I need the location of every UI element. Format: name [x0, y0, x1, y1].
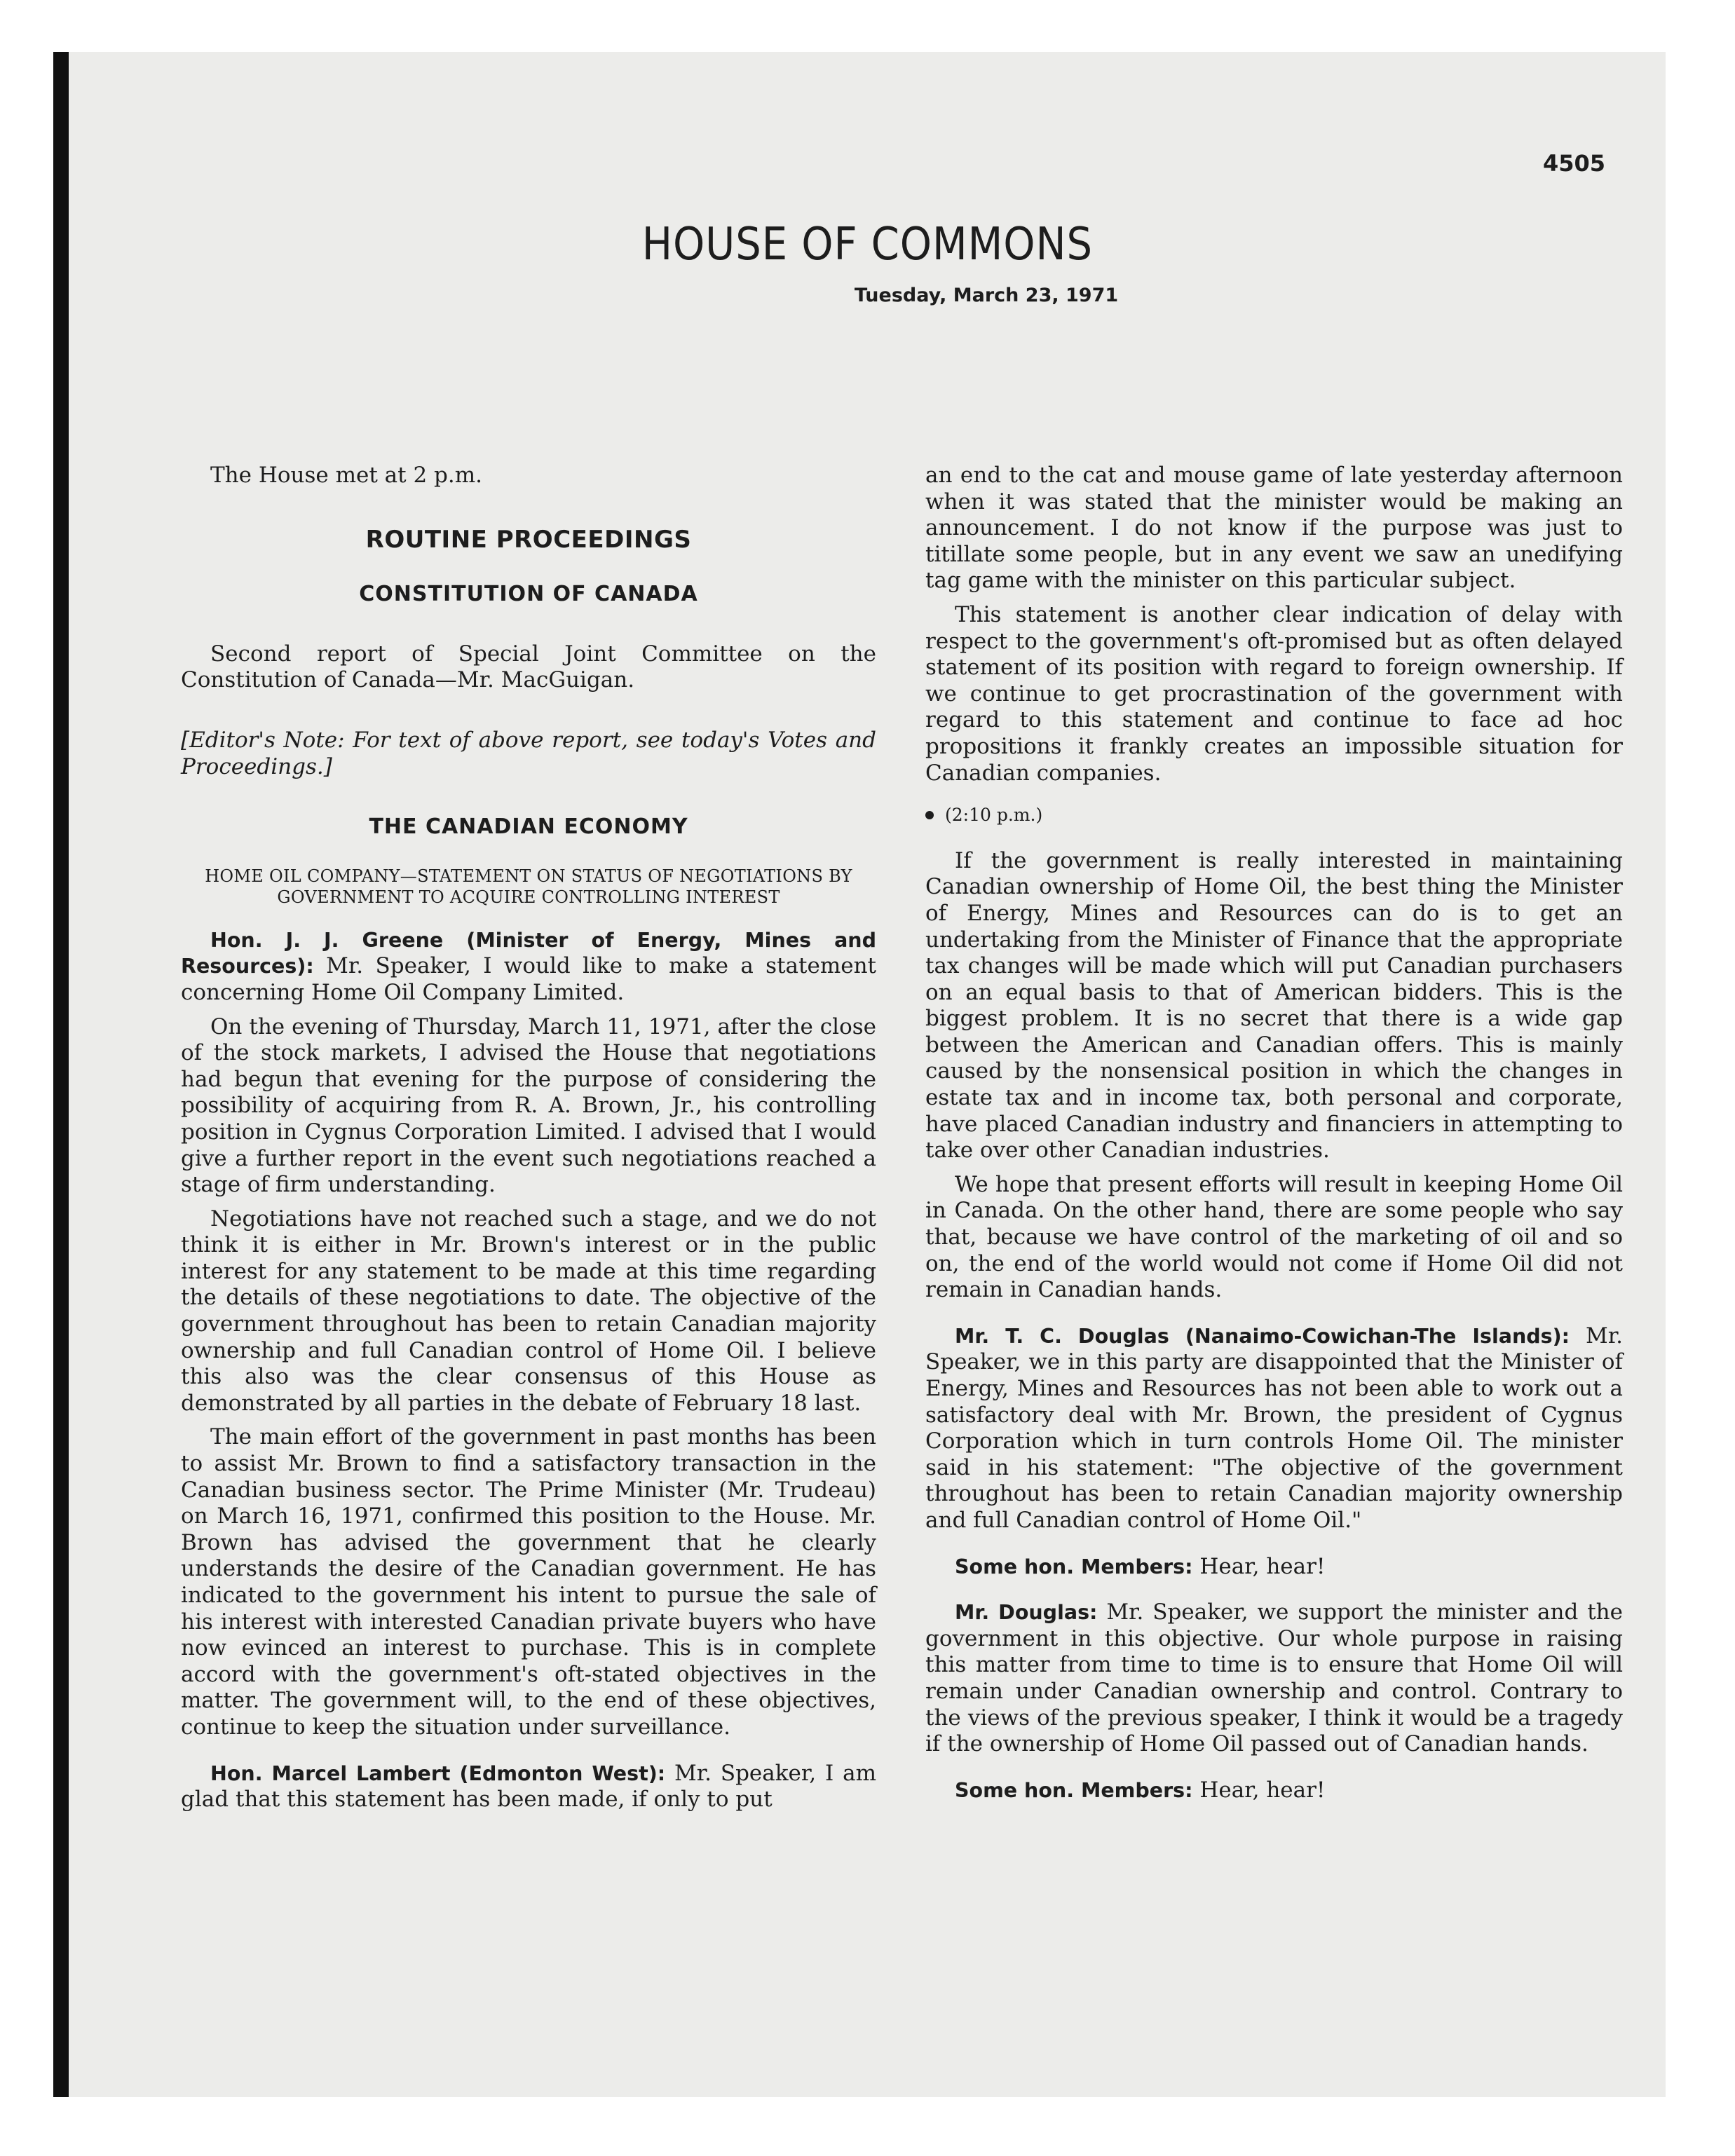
scanned-page [53, 52, 1666, 2097]
speaker-douglas-2: Mr. Douglas: [955, 1601, 1098, 1625]
house-met-line: The House met at 2 p.m. [210, 463, 482, 488]
masthead [69, 219, 1666, 306]
document-title: HOUSE OF COMMONS [641, 219, 1093, 271]
speaker-douglas: Mr. T. C. Douglas (Nanaimo-Cowichan-The Islands): [955, 1324, 1570, 1348]
bullet-icon [925, 811, 934, 819]
lambert-continued: an end to the cat and mouse game of late yesterday afternoon when it was stated that the minister would be making an announcement. I do not know if the purpose was just to titillate some people, but in any event we saw an unedifying tag game with the minister on this particular subject. [925, 463, 1623, 594]
members-interjection-2: Some hon. Members: Hear, hear! [955, 1777, 1326, 1803]
greene-statement-intro: Hon. J. J. Greene (Minister of Energy, Mines and Resources): Mr. Speaker, I would like to make a statement concerning Home Oil Company Limited. [181, 928, 876, 1005]
time-marker: (2:10 p.m.) [925, 802, 1623, 828]
committee-report-paragraph: Second report of Special Joint Committee on the Constitution of Canada—Mr. MacGuigan. [181, 641, 876, 693]
lambert-paragraph-2: This statement is another clear indication of delay with respect to the government's oft-promised but as often delayed statement of its position with regard to foreign ownership. If we continue to get procrastination of the government with regard to this statement and continue to face ad hoc propositions it frankly creates an impossible situation for Canadian companies. [925, 601, 1623, 786]
members-interjection-1: Some hon. Members: Hear, hear! [955, 1553, 1326, 1579]
page-number: 4505 [1542, 150, 1605, 177]
greene-paragraph-2: On the evening of Thursday, March 11, 1971, after the close of the stock markets, I advised the House that negotiations had begun that evening for the purpose of considering the possibility of acquiring from R. A. Brown, Jr., his controlling position in Cygnus Corporation Limited. I advised that I would give a further report in the event such negotiations reached a stage of firm understanding. [181, 1014, 876, 1198]
editor-note: [Editor's Note: For text of above report, see today's Votes and Proceedings.] [181, 727, 876, 779]
douglas-second-statement: Mr. Douglas: Mr. Speaker, we support the minister and the government in this objective. Our whole purpose in raising this matter from time to time is to ensure that Home Oil will remain under Canadian ownership and control. Contrary to the views of the previous speaker, I think it would be a tragedy if the ownership of Home Oil passed out of Canadian hands. [925, 1599, 1623, 1757]
sitting-date: Tuesday, March 23, 1971 [854, 285, 1119, 306]
lambert-statement: Hon. Marcel Lambert (Edmonton West): Mr. Speaker, I am glad that this statement has been made, if only to put [181, 1760, 877, 1813]
heading-constitution: CONSTITUTION OF CANADA [359, 582, 698, 607]
douglas-statement: Mr. T. C. Douglas (Nanaimo-Cowichan-The Islands): Mr. Speaker, we in this party are disappointed that the Minister of Energy, Mines and Resources has not been able to work out a satisfactory deal with Mr. Brown, the president of Cygnus Corporation which in turn controls Home Oil. The minister said in his statement: "The objective of the government throughout has been to retain Canadian majority ownership and full Canadian control of Home Oil." [925, 1323, 1623, 1533]
greene-paragraph-3: Negotiations have not reached such a stage, and we do not think it is either in Mr. Brown's interest or in the public interest for any statement to be made at this time regarding the details of these negotiations to date. The objective of the government throughout has been to retain Canadian majority ownership and full Canadian control of Home Oil. I believe this also was the clear consensus of this House as demonstrated by all parties in the debate of February 18 last. [181, 1206, 876, 1416]
subheading-home-oil: HOME OIL COMPANY—STATEMENT ON STATUS OF NEGOTIATIONS BY GOVERNMENT TO ACQUIRE CONTROLLING INTEREST [205, 866, 852, 907]
heading-routine-proceedings: ROUTINE PROCEEDINGS [365, 525, 692, 554]
lambert-paragraph-3: If the government is really interested in maintaining Canadian ownership of Home Oil, the best thing the Minister of Energy, Mines and Resources can do is to get an undertaking from the Minister of Finance that the appropriate tax changes will be made which will put Canadian purchasers on an equal basis to that of American bidders. This is the biggest problem. It is no secret that there is a wide gap between the American and Canadian offers. This is mainly caused by the nonsensical position in which the changes in estate tax and in income tax, both personal and corporate, have placed Canadian industry and financiers in attempting to take over other Canadian industries. [925, 847, 1623, 1164]
heading-canadian-economy: THE CANADIAN ECONOMY [369, 814, 688, 840]
greene-paragraph-4: The main effort of the government in past months has been to assist Mr. Brown to find a satisfactory transaction in the Canadian business sector. The Prime Minister (Mr. Trudeau) on March 16, 1971, confirmed this position to the House. Mr. Brown has advised the government that he clearly understands the desire of the Canadian government. He has indicated to the government his intent to pursue the sale of his interest with interested Canadian private buyers who have now evinced an interest to purchase. This is in complete accord with the government's oft-stated objectives in the matter. The government will, to the end of these objectives, continue to keep the situation under surveillance. [181, 1424, 876, 1740]
left-column [181, 463, 876, 1813]
lambert-paragraph-4: We hope that present efforts will result in keeping Home Oil in Canada. On the other hand, there are some people who say that, because we have control of the marketing of oil and so on, the end of the world would not come if Home Oil did not remain in Canadian hands. [925, 1171, 1623, 1303]
speaker-lambert: Hon. Marcel Lambert (Edmonton West): [210, 1761, 666, 1785]
right-column [925, 463, 1623, 1803]
speaker-greene: Hon. J. J. Greene (Minister of Energy, Mines and Resources): [181, 928, 876, 978]
